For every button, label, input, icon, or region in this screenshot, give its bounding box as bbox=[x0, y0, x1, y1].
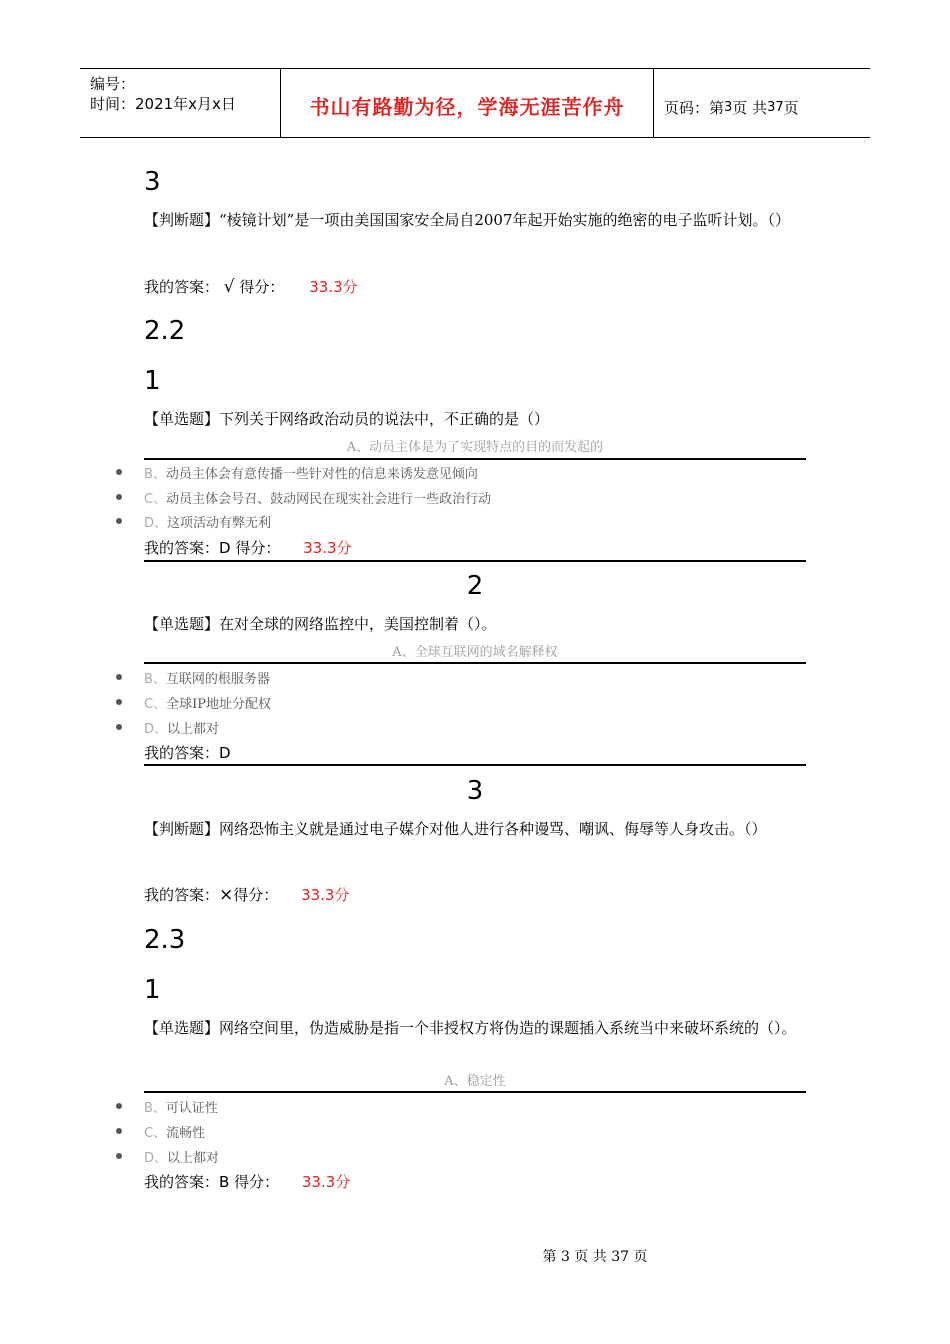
time-label: 时间：2021年x月x日 bbox=[90, 95, 236, 113]
bullet-icon bbox=[116, 724, 122, 730]
answer-label: 我的答案： bbox=[144, 278, 220, 296]
score-value: 33.3分 bbox=[309, 278, 358, 296]
bullet-icon bbox=[116, 1153, 122, 1159]
score-value: 33.3分 bbox=[301, 886, 350, 904]
question-text: 【单选题】在对全球的网络监控中，美国控制着（）。 bbox=[144, 615, 497, 633]
bullet-icon bbox=[116, 469, 122, 475]
section-heading: 2.2 bbox=[144, 316, 186, 346]
question-number: 3 bbox=[466, 776, 484, 806]
divider bbox=[144, 1091, 806, 1093]
score-value: 33.3分 bbox=[303, 539, 352, 557]
question-text: 【单选题】网络空间里，伪造威胁是指一个非授权方将伪造的课题插入系统当中来破坏系统的（）。 bbox=[144, 1019, 797, 1037]
answer-line bbox=[144, 537, 352, 558]
option-a[interactable]: A、全球互联网的域名解释权 bbox=[392, 645, 558, 660]
option-d[interactable] bbox=[144, 1147, 219, 1166]
option-text: 这项活动有弊无利 bbox=[167, 516, 272, 531]
option-letter: B、 bbox=[144, 467, 166, 482]
bullet-icon bbox=[116, 1103, 122, 1109]
option-text: 以上都对 bbox=[167, 1151, 220, 1166]
page-footer: 第 3 页 共 37 页 bbox=[542, 1249, 648, 1265]
motto: 书山有路勤为径，学海无涯苦作舟 bbox=[309, 94, 625, 119]
question-text: 【单选题】下列关于网络政治动员的说法中，不正确的是（） bbox=[144, 410, 550, 428]
answer-line: 我的答案：D bbox=[144, 744, 231, 762]
score-label: 得分： bbox=[233, 886, 279, 904]
option-text: 可认证性 bbox=[165, 1101, 218, 1116]
option-letter: C、 bbox=[144, 1126, 167, 1141]
bullet-icon bbox=[116, 674, 122, 680]
option-text: 动员主体会号召、鼓动网民在现实社会进行一些政治行动 bbox=[166, 492, 492, 507]
header-motto-cell bbox=[281, 69, 654, 137]
option-letter: B、 bbox=[144, 1101, 166, 1116]
option-c[interactable] bbox=[144, 693, 271, 712]
option-letter: B、 bbox=[144, 672, 166, 687]
answer-value: √ bbox=[223, 277, 235, 297]
question-number: 2 bbox=[466, 571, 484, 601]
option-d[interactable] bbox=[144, 512, 271, 531]
option-letter: D、 bbox=[144, 516, 168, 531]
score-value: 33.3分 bbox=[301, 1173, 351, 1191]
page-info-suffix: 页 bbox=[783, 98, 799, 117]
answer-label: 我的答案：B 得分： bbox=[144, 1173, 280, 1191]
question-number: 1 bbox=[144, 366, 161, 396]
option-b[interactable] bbox=[144, 668, 270, 687]
bullet-icon bbox=[116, 1128, 122, 1134]
divider bbox=[144, 458, 806, 460]
option-b[interactable] bbox=[144, 1097, 218, 1116]
divider bbox=[144, 662, 806, 664]
option-a[interactable]: A、动员主体是为了实现特点的目的而发起的 bbox=[346, 440, 604, 455]
answer-value: × bbox=[219, 885, 234, 905]
option-c[interactable] bbox=[144, 488, 491, 507]
option-d[interactable] bbox=[144, 718, 219, 737]
option-letter: D、 bbox=[144, 1151, 168, 1166]
option-letter: C、 bbox=[144, 697, 167, 712]
divider bbox=[144, 560, 806, 562]
option-text: 全球IP地址分配权 bbox=[166, 697, 271, 712]
question-text: 【判断题】网络恐怖主义就是通过电子媒介对他人进行各种谩骂、嘲讽、侮辱等人身攻击。（） bbox=[144, 820, 767, 838]
bullet-icon bbox=[116, 494, 122, 500]
answer-line bbox=[144, 884, 349, 905]
section-heading: 2.3 bbox=[144, 925, 186, 955]
answer-line bbox=[144, 1171, 350, 1192]
page-total: 37 bbox=[767, 99, 784, 115]
option-text: 动员主体会有意传播一些针对性的信息来诱发意见倾向 bbox=[165, 467, 478, 482]
option-text: 流畅性 bbox=[166, 1126, 206, 1141]
question-number: 1 bbox=[144, 975, 161, 1005]
option-letter: D、 bbox=[144, 722, 168, 737]
option-c[interactable] bbox=[144, 1122, 205, 1141]
answer-label: 我的答案：D 得分： bbox=[144, 539, 281, 557]
option-text: 以上都对 bbox=[167, 722, 220, 737]
answer-line bbox=[144, 276, 358, 297]
header-meta-cell bbox=[80, 69, 281, 137]
code-label: 编号： bbox=[90, 75, 136, 93]
score-label: 得分： bbox=[239, 278, 285, 296]
bullet-icon bbox=[116, 699, 122, 705]
question-text: 【判断题】“棱镜计划”是一项由美国国家安全局自2007年起开始实施的绝密的电子监听计划。（） bbox=[144, 211, 791, 229]
option-text: 互联网的根服务器 bbox=[165, 672, 270, 687]
answer-label: 我的答案： bbox=[144, 886, 220, 904]
page-header bbox=[80, 68, 870, 138]
question-number: 3 bbox=[144, 167, 161, 197]
page-info-mid: 页 共 bbox=[732, 98, 768, 117]
header-page-cell bbox=[654, 69, 880, 141]
bullet-icon bbox=[116, 518, 122, 524]
page-current: 3 bbox=[724, 99, 733, 115]
option-a[interactable]: A、稳定性 bbox=[444, 1074, 506, 1089]
page-info-prefix: 页码：第 bbox=[664, 98, 725, 117]
option-letter: C、 bbox=[144, 492, 167, 507]
option-b[interactable] bbox=[144, 463, 478, 482]
divider bbox=[144, 764, 806, 766]
